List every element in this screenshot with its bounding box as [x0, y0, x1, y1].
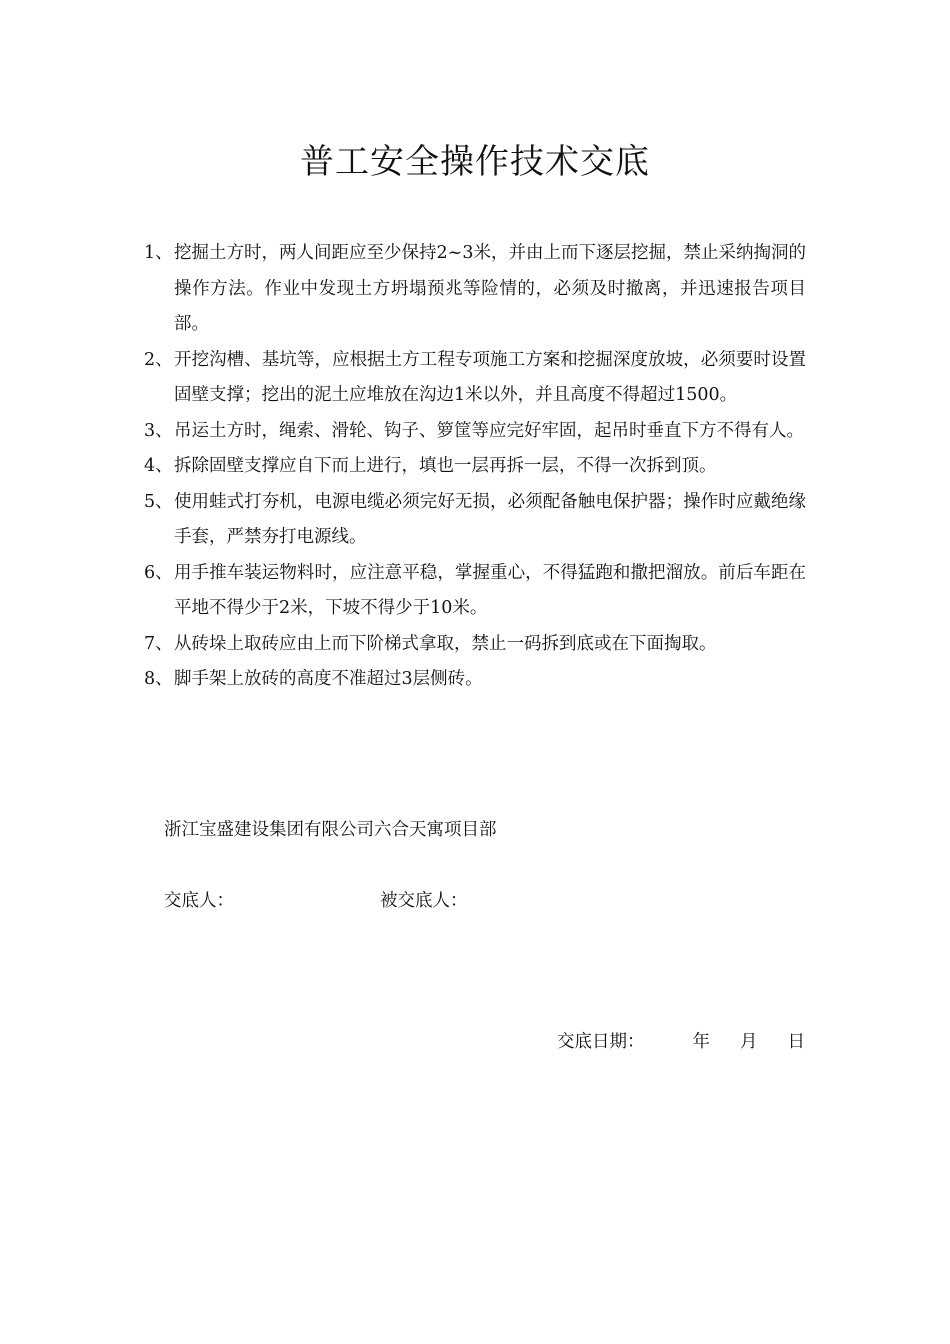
item-text: 从砖垛上取砖应由上而下阶梯式拿取，禁止一码拆到底或在下面掏取。: [174, 633, 717, 654]
item-number: 3、: [144, 420, 173, 441]
item-number: 1、: [144, 243, 173, 263]
list-item: [144, 236, 806, 343]
item-text: 吊运土方时，绳索、滑轮、钩子、箩筐等应完好牢固，起吊时垂直下方不得有人。: [174, 420, 804, 441]
document-title: 普工安全操作技术交底: [300, 142, 650, 182]
list-item: [144, 556, 806, 627]
company-name: 浙江宝盛建设集团有限公司六合天寓项目部: [164, 820, 497, 840]
item-number: 6、: [144, 562, 173, 583]
item-number: 2、: [144, 349, 173, 370]
list-item: [144, 662, 806, 698]
list-item: [144, 485, 806, 556]
item-number: 4、: [144, 456, 173, 476]
item-number: 5、: [144, 491, 173, 512]
item-number: 8、: [144, 669, 173, 689]
item-text: 使用蛙式打夯机，电源电缆必须完好无损，必须配备触电保护器；操作时应戴绝缘手套，严禁夯打电源线。: [174, 491, 806, 547]
list-item: [144, 414, 806, 450]
signer-label: 交底人：: [164, 891, 234, 911]
instruction-list: [144, 236, 806, 698]
item-text: 用手推车装运物料时，应注意平稳，掌握重心，不得猛跑和撒把溜放。前后车距在平地不得少于2米，下坡不得少于10米。: [174, 562, 806, 618]
list-item: [144, 627, 806, 663]
date-label: 交底日期：: [557, 1032, 645, 1052]
receiver-label: 被交底人：: [380, 891, 468, 911]
item-text: 拆除固壁支撑应自下而上进行，填也一层再拆一层，不得一次拆到顶。: [174, 456, 717, 476]
day-label: 日: [787, 1032, 805, 1052]
year-label: 年: [692, 1032, 710, 1052]
list-item: [144, 343, 806, 414]
list-item: [144, 449, 806, 485]
month-label: 月: [740, 1032, 758, 1052]
item-number: 7、: [144, 633, 173, 654]
item-text: 开挖沟槽、基坑等，应根据土方工程专项施工方案和挖掘深度放坡，必须要时设置固壁支撑；挖出的泥土应堆放在沟边1米以外，并且高度不得超过1500。: [174, 349, 806, 405]
item-text: 脚手架上放砖的高度不准超过3层侧砖。: [174, 669, 483, 689]
item-text: 挖掘土方时，两人间距应至少保持2~3米，并由上而下逐层挖掘，禁止采纳掏洞的操作方法。作业中发现土方坍塌预兆等险情的，必须及时撤离，并迅速报告项目部。: [174, 243, 806, 334]
date-row: [557, 1027, 805, 1057]
